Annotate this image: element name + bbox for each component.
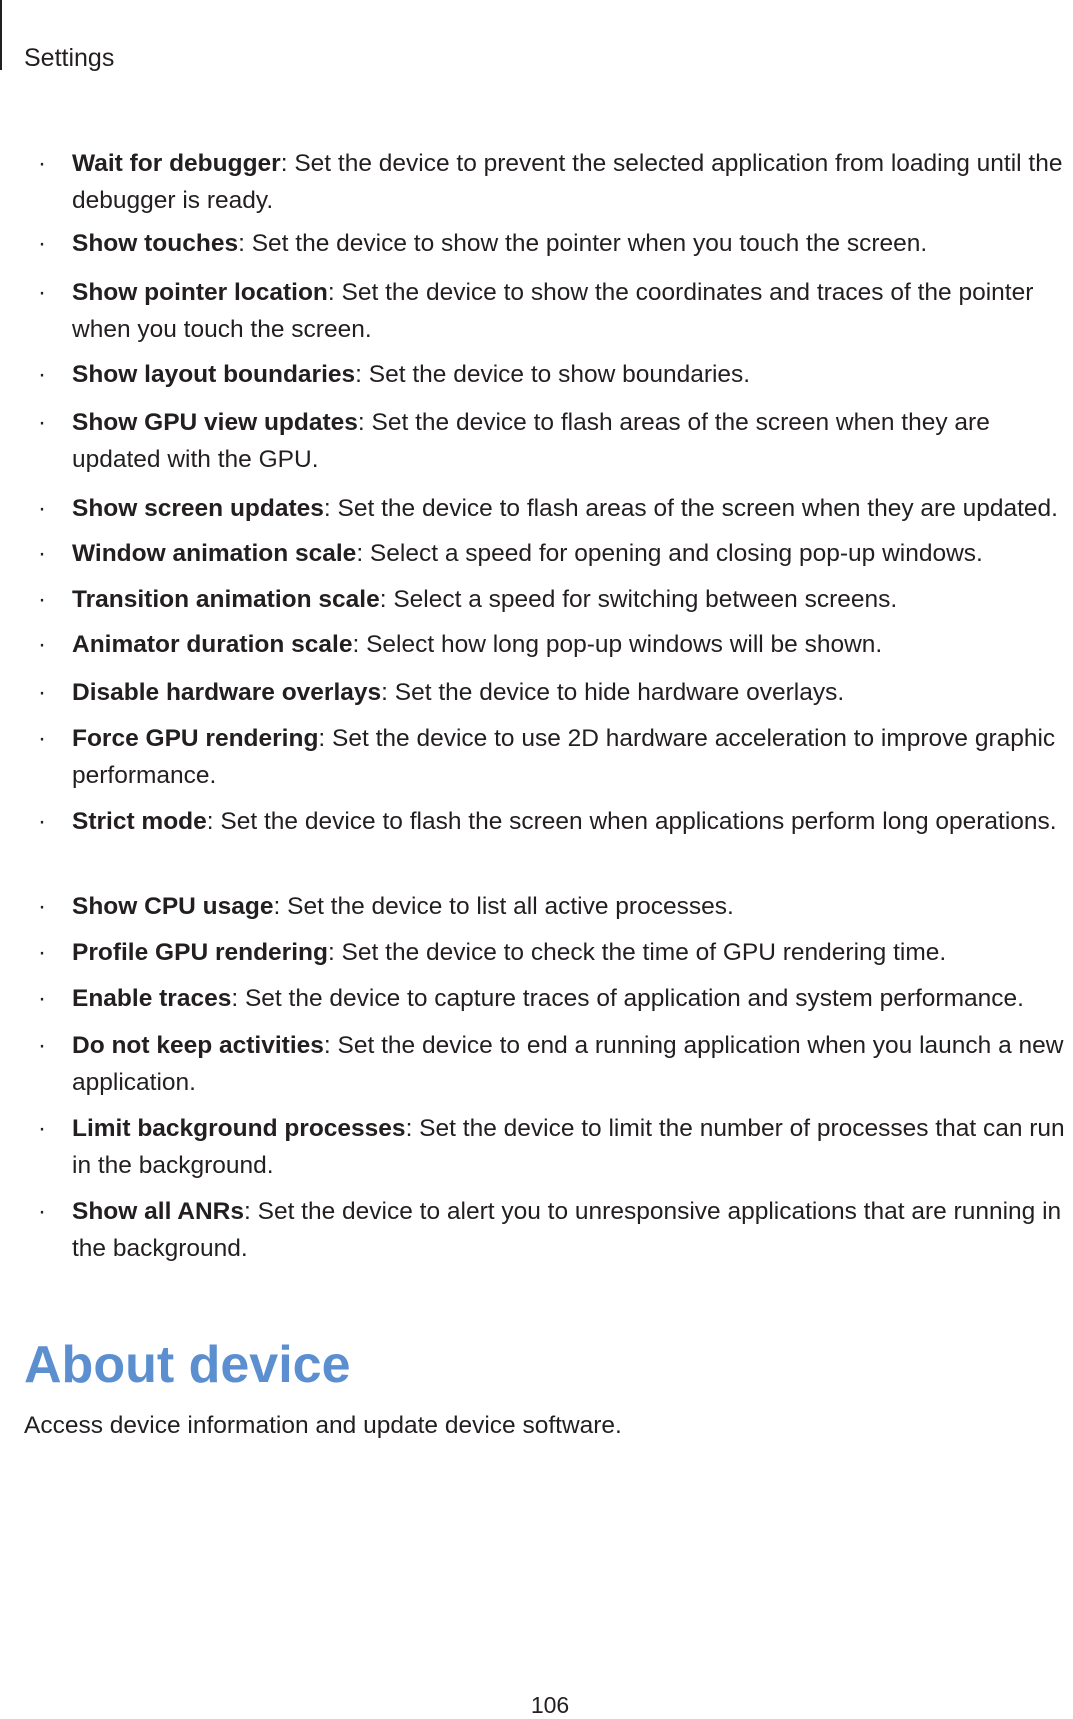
list-item-text xyxy=(72,626,1072,663)
bullet-dot: · xyxy=(38,279,46,306)
item-term: Transition animation scale xyxy=(72,586,380,613)
item-description: : Set the device to show the coordinates and traces of the pointer when you touch the screen. xyxy=(72,279,1034,343)
item-description: : Set the device to use 2D hardware acceleration to improve graphic performance. xyxy=(72,725,1056,789)
item-description: : Select how long pop-up windows will be shown. xyxy=(352,631,883,658)
bullet-dot: · xyxy=(38,409,46,436)
item-term: Profile GPU rendering xyxy=(72,939,328,966)
bullet-dot: · xyxy=(38,230,46,257)
item-term: Do not keep activities xyxy=(72,1032,324,1059)
item-term: Show screen updates xyxy=(72,495,324,522)
bullet-dot: · xyxy=(38,808,46,835)
item-term: Show CPU usage xyxy=(72,893,274,920)
item-description: : Set the device to end a running application when you launch a new application. xyxy=(72,1032,1064,1096)
header-title: Settings xyxy=(24,44,115,72)
bullet-dot: · xyxy=(38,540,46,567)
list-item-text xyxy=(72,720,1072,794)
item-term: Disable hardware overlays xyxy=(72,679,382,706)
bullet-dot: · xyxy=(38,631,46,658)
section-description: Access device information and update device software. xyxy=(24,1412,622,1439)
list-item-text xyxy=(72,404,1072,478)
header-rule xyxy=(0,0,2,70)
list-item-text xyxy=(72,980,1072,1017)
list-item-text xyxy=(72,674,1072,711)
list-item-text xyxy=(72,934,1072,971)
item-term: Show all ANRs xyxy=(72,1198,244,1225)
bullet-dot: · xyxy=(38,725,46,752)
bullet-dot: · xyxy=(38,150,46,177)
list-item-text xyxy=(72,581,1072,618)
item-term: Strict mode xyxy=(72,808,207,835)
bullet-dot: · xyxy=(38,893,46,920)
list-item-text xyxy=(72,1027,1072,1101)
item-description: : Select a speed for opening and closing pop-up windows. xyxy=(356,540,983,567)
bullet-dot: · xyxy=(38,939,46,966)
bullet-dot: · xyxy=(38,985,46,1012)
item-term: Animator duration scale xyxy=(72,631,353,658)
item-description: : Set the device to capture traces of application and system performance. xyxy=(231,985,1024,1012)
item-description: : Set the device to flash areas of the screen when they are updated with the GPU. xyxy=(72,409,990,473)
item-term: Show GPU view updates xyxy=(72,409,358,436)
item-term: Enable traces xyxy=(72,985,232,1012)
bullet-dot: · xyxy=(38,1115,46,1142)
bullet-dot: · xyxy=(38,679,46,706)
list-item-text xyxy=(72,535,1072,572)
item-term: Wait for debugger xyxy=(72,150,281,177)
list-item-text xyxy=(72,490,1072,527)
item-term: Show touches xyxy=(72,230,239,257)
bullet-dot: · xyxy=(38,361,46,388)
item-description: : Set the device to alert you to unresponsive applications that are running in the background. xyxy=(72,1198,1062,1262)
bullet-dot: · xyxy=(38,586,46,613)
section-title: About device xyxy=(24,1336,351,1394)
list-item-text xyxy=(72,145,1072,219)
item-description: : Select a speed for switching between screens. xyxy=(379,586,898,613)
item-term: Show pointer location xyxy=(72,279,328,306)
list-item-text xyxy=(72,225,1072,262)
item-description: : Set the device to check the time of GPU rendering time. xyxy=(327,939,947,966)
list-item-text xyxy=(72,1193,1072,1267)
list-item-text xyxy=(72,888,1072,925)
item-description: : Set the device to limit the number of processes that can run in the background. xyxy=(72,1115,1065,1179)
item-description: : Set the device to prevent the selected application from loading until the debugger is ready. xyxy=(72,150,1063,214)
list-item-text xyxy=(72,1110,1072,1184)
list-item-text xyxy=(72,803,1072,840)
bullet-dot: · xyxy=(38,495,46,522)
item-description: : Set the device to list all active processes. xyxy=(273,893,734,920)
item-description: : Set the device to hide hardware overlays. xyxy=(381,679,845,706)
page-number: 106 xyxy=(530,1692,570,1718)
list-item-text xyxy=(72,274,1072,348)
item-description: : Set the device to flash areas of the screen when they are updated. xyxy=(323,495,1058,522)
bullet-dot: · xyxy=(38,1198,46,1225)
bullet-dot: · xyxy=(38,1032,46,1059)
item-description: : Set the device to flash the screen when applications perform long operations. xyxy=(206,808,1057,835)
item-description: : Set the device to show the pointer when you touch the screen. xyxy=(238,230,928,257)
item-term: Show layout boundaries xyxy=(72,361,356,388)
item-term: Limit background processes xyxy=(72,1115,406,1142)
item-term: Window animation scale xyxy=(72,540,357,567)
list-item-text xyxy=(72,356,1072,393)
item-description: : Set the device to show boundaries. xyxy=(355,361,751,388)
item-term: Force GPU rendering xyxy=(72,725,319,752)
